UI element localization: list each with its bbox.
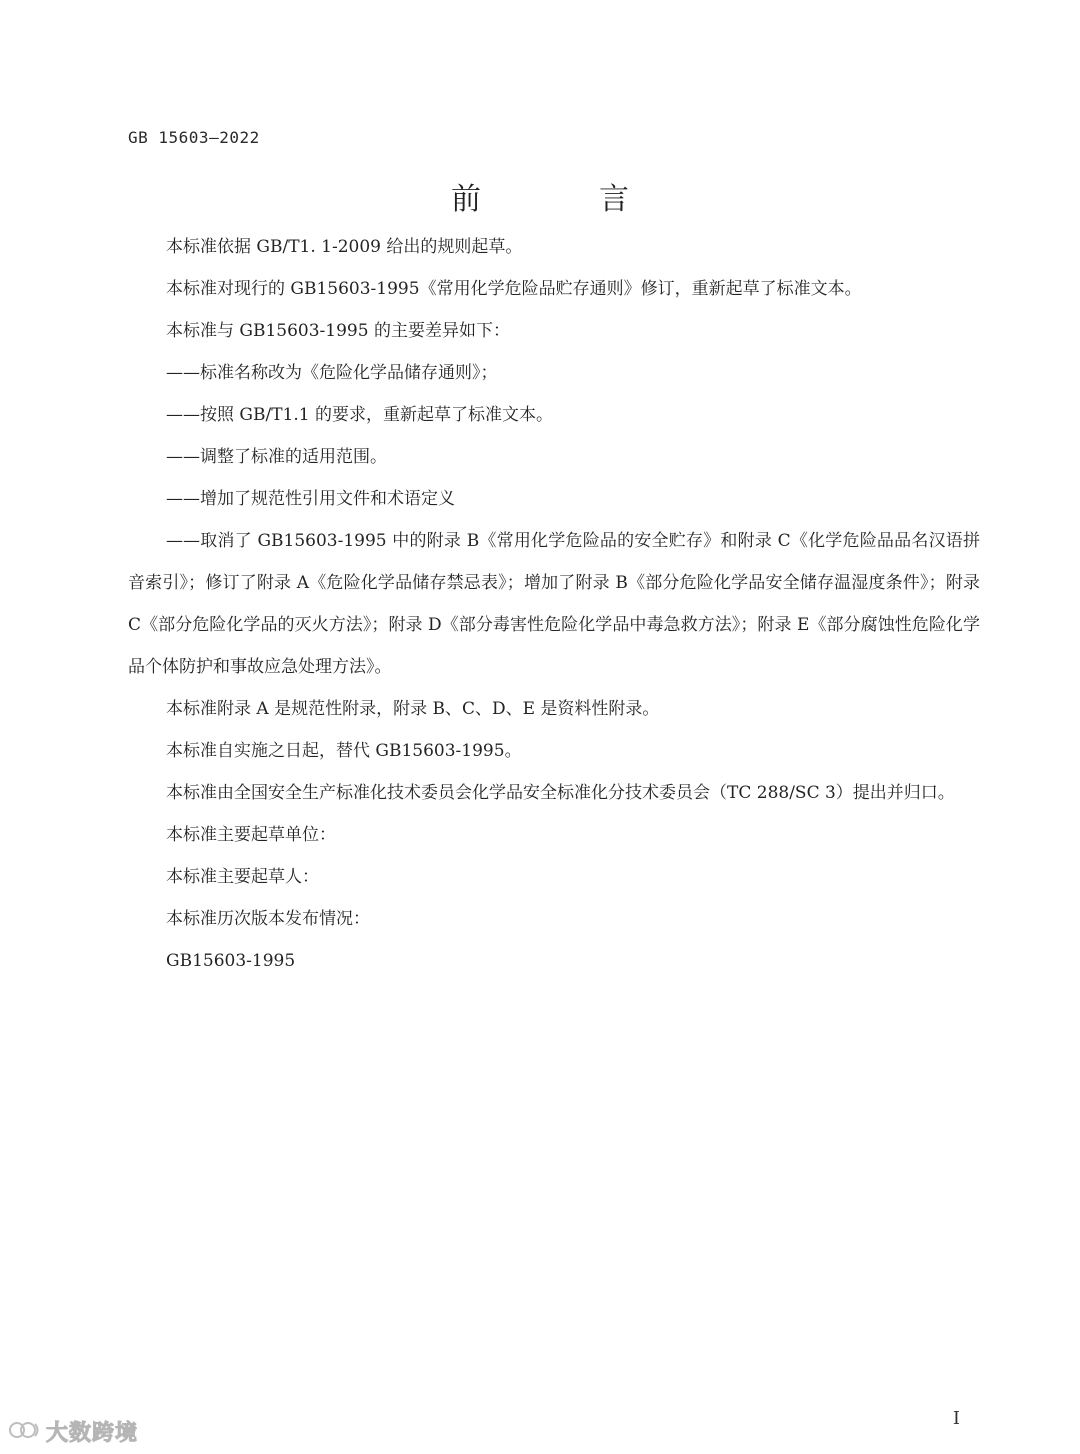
paragraph: 本标准历次版本发布情况： — [166, 909, 370, 929]
page-title: 前 言 — [451, 182, 673, 217]
paragraph: 本标准依据 GB/T1. 1-2009 给出的规则起草。 — [166, 237, 523, 257]
watermark — [8, 1416, 138, 1447]
list-item: ——取消了 GB15603-1995 中的附录 B《常用化学危险品的安全贮存》和附录 C《化学危险品品名汉语拼音索引》；修订了附录 A《危险化学品储存禁忌表》；增加了附录 B《部分危险化学品安全储存温湿度条件》；附录 C《部分危险化学品的灭火方法》；附录 D《部分毒害性危险化学品中毒急救方法》；附录 E《部分腐蚀性危险化学品个体防护和事故应急处理方法》。 — [128, 531, 980, 677]
watermark-text: 大数跨境 — [46, 1421, 139, 1446]
paragraph: 本标准自实施之日起，替代 GB15603-1995。 — [166, 741, 522, 761]
paragraph: 本标准对现行的 GB15603-1995《常用化学危险品贮存通则》修订，重新起草了标准文本。 — [166, 279, 862, 299]
paragraph: GB15603-1995 — [166, 951, 296, 971]
paragraph: 本标准主要起草单位： — [166, 825, 336, 845]
paragraph: 本标准附录 A 是规范性附录，附录 B、C、D、E 是资料性附录。 — [166, 699, 660, 719]
list-item: ——按照 GB/T1.1 的要求，重新起草了标准文本。 — [166, 405, 553, 425]
list-item: ——标准名称改为《危险化学品储存通则》； — [166, 363, 498, 383]
document-body — [128, 226, 980, 982]
standard-code: GB 15603—2022 — [128, 128, 260, 147]
watermark-logo-icon — [8, 1418, 42, 1446]
list-item: ——调整了标准的适用范围。 — [166, 447, 387, 467]
paragraph: 本标准由全国安全生产标准化技术委员会化学品安全标准化分技术委员会（TC 288/SC 3）提出并归口。 — [166, 783, 955, 803]
list-item: ——增加了规范性引用文件和术语定义 — [166, 489, 455, 509]
paragraph: 本标准主要起草人： — [166, 867, 319, 887]
paragraph: 本标准与 GB15603-1995 的主要差异如下： — [166, 321, 510, 341]
page-number: I — [952, 1408, 960, 1429]
